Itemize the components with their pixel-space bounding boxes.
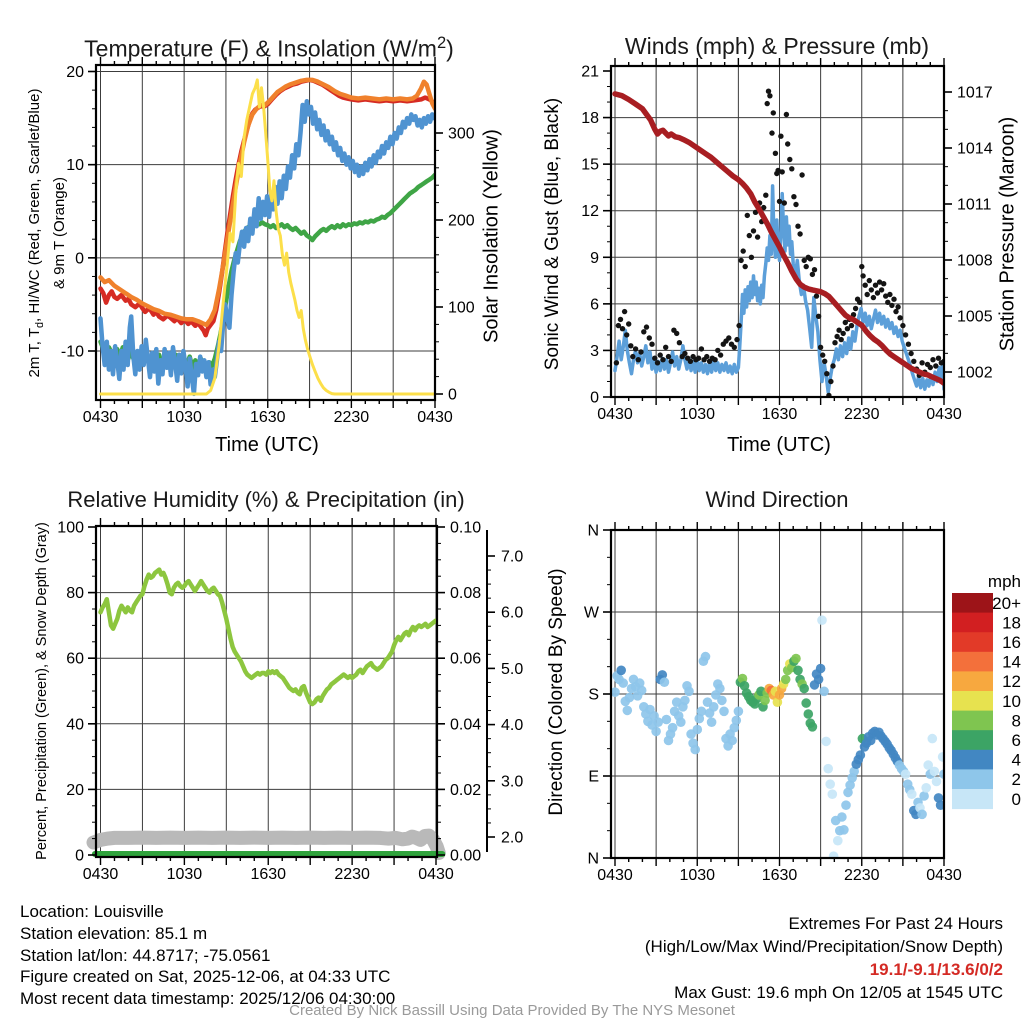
svg-text:0.00: 0.00	[450, 847, 482, 865]
svg-text:mph: mph	[987, 572, 1021, 591]
svg-text:W: W	[583, 604, 599, 622]
svg-text:4.0: 4.0	[501, 717, 524, 735]
max-gust: Max Gust: 19.6 mph On 12/05 at 1545 UTC	[674, 983, 1003, 1002]
svg-text:10: 10	[1002, 691, 1021, 711]
panel-title-temperature: Temperature (F) & Insolation $(W/m^2)$	[84, 33, 454, 62]
svg-text:0430: 0430	[926, 867, 962, 884]
svg-text:0430: 0430	[82, 866, 119, 883]
svg-text:20: 20	[66, 64, 84, 81]
yaxis-label-humidity-left: Percent, Precipitation (Green), & Snow Depth (Gray)	[34, 522, 50, 860]
panel-title-winddir: Wind Direction	[705, 487, 849, 512]
credit-line: Created By Nick Bassill Using Data Provided By The NYS Mesonet	[289, 1002, 735, 1019]
svg-text:1005: 1005	[957, 308, 993, 326]
series-snow-depth	[94, 836, 439, 853]
svg-text:E: E	[588, 768, 599, 786]
svg-text:20+: 20+	[992, 593, 1021, 613]
svg-text:100: 100	[448, 299, 475, 317]
svg-text:0430: 0430	[82, 409, 119, 426]
svg-text:40: 40	[66, 716, 84, 734]
svg-text:8: 8	[1011, 711, 1021, 731]
svg-text:1008: 1008	[957, 252, 993, 270]
data-timestamp: Most recent data timestamp: 2025/12/06 04:30:00	[20, 989, 396, 1009]
svg-text:0.06: 0.06	[450, 650, 482, 668]
svg-text:0430: 0430	[418, 866, 454, 883]
svg-text:100: 100	[57, 519, 84, 537]
svg-text:6.0: 6.0	[501, 604, 524, 622]
yaxis-label-temperature-left: 2m T, $T_d$, HI/WC (Red, Green, Scarlet/Blue) & 9m T (Orange)	[26, 88, 68, 378]
svg-text:0: 0	[75, 250, 84, 268]
speed-colorbar	[952, 572, 1021, 809]
svg-text:1630: 1630	[249, 409, 286, 426]
station-location: Location: Louisville	[20, 902, 164, 921]
svg-text:0: 0	[75, 847, 84, 865]
svg-text:0430: 0430	[597, 867, 633, 884]
svg-text:12: 12	[581, 203, 599, 221]
svg-text:9: 9	[590, 249, 599, 267]
figure-created: Figure created on Sat, 2025-12-06, at 04:33 UTC	[20, 967, 391, 987]
svg-text:0430: 0430	[417, 409, 453, 426]
svg-text:1630: 1630	[761, 406, 798, 423]
station-info	[20, 901, 395, 1010]
svg-text:20: 20	[66, 781, 84, 799]
svg-text:12: 12	[1002, 672, 1021, 692]
svg-text:3.0: 3.0	[501, 773, 524, 791]
svg-text:14: 14	[1002, 652, 1021, 672]
svg-text:18: 18	[581, 110, 599, 128]
svg-text:10: 10	[66, 157, 84, 175]
svg-text:0430: 0430	[926, 406, 962, 423]
panel-humidity	[57, 518, 523, 883]
panel-winddir	[584, 522, 962, 884]
svg-text:0: 0	[1011, 789, 1021, 809]
svg-text:1017: 1017	[957, 84, 993, 102]
svg-text:16: 16	[1002, 633, 1021, 652]
panel-title-winds: Winds (mph) & Pressure (mb)	[624, 33, 930, 59]
svg-text:2.0: 2.0	[501, 829, 524, 847]
extremes-values: 19.1/-9.1/13.6/0/2	[869, 960, 1003, 979]
svg-text:2230: 2230	[333, 409, 370, 426]
panel-title-humidity: Relative Humidity (%) & Precipitation (in)	[67, 487, 465, 512]
svg-text:5.0: 5.0	[501, 660, 524, 678]
panel-winds	[581, 58, 992, 423]
yaxis-label-direction-left: Direction (Colored By Speed)	[546, 568, 567, 816]
station-latlon: Station lat/lon: 44.8717; -75.0561	[20, 945, 271, 965]
yaxis-label-pressure-right: Station Pressure (Maroon)	[996, 116, 1019, 352]
extremes-subtitle: (High/Low/Max Wind/Precipitation/Snow Depth)	[644, 937, 1003, 956]
svg-text:1630: 1630	[761, 867, 798, 884]
svg-text:7.0: 7.0	[501, 548, 524, 566]
svg-text:300: 300	[448, 125, 475, 143]
svg-text:1630: 1630	[250, 866, 287, 883]
svg-text:1030: 1030	[166, 866, 203, 883]
svg-text:60: 60	[66, 650, 84, 668]
xaxis-label-winds: Time (UTC)	[727, 434, 831, 456]
svg-text:15: 15	[581, 156, 599, 174]
svg-text:1011: 1011	[957, 196, 992, 214]
svg-text:0.10: 0.10	[450, 519, 482, 537]
svg-text:N: N	[587, 850, 599, 868]
extremes-info	[645, 912, 1003, 1004]
svg-text:-10: -10	[60, 343, 84, 361]
svg-text:0.04: 0.04	[450, 716, 482, 734]
svg-text:2230: 2230	[843, 867, 880, 884]
panel-temperature	[61, 57, 475, 426]
superscript: 2	[436, 33, 447, 52]
svg-text:3: 3	[590, 342, 599, 360]
svg-text:2230: 2230	[843, 406, 880, 423]
svg-text:2230: 2230	[334, 866, 370, 883]
svg-text:1030: 1030	[679, 867, 716, 884]
station-elevation: Station elevation: 85.1 m	[20, 923, 208, 943]
svg-text:80: 80	[66, 585, 84, 603]
subscript: d	[34, 321, 46, 328]
yaxis-label-insolation-right: Solar Insolation (Yellow)	[480, 129, 503, 343]
svg-text:1030: 1030	[679, 406, 716, 423]
svg-text:6: 6	[1011, 731, 1021, 750]
svg-text:0: 0	[448, 386, 457, 404]
svg-text:1002: 1002	[957, 364, 993, 382]
svg-text:18: 18	[1002, 613, 1021, 633]
svg-text:21: 21	[581, 63, 599, 81]
svg-text:0430: 0430	[597, 406, 633, 423]
svg-text:N: N	[587, 522, 599, 540]
svg-text:6: 6	[590, 296, 599, 314]
svg-text:0.08: 0.08	[450, 585, 482, 603]
svg-text:200: 200	[448, 212, 475, 230]
svg-text:4: 4	[1011, 750, 1021, 770]
xaxis-label-temperature: Time (UTC)	[215, 434, 319, 456]
extremes-title: Extremes For Past 24 Hours	[788, 914, 1003, 933]
svg-text:0.02: 0.02	[450, 781, 482, 799]
svg-text:2: 2	[1011, 770, 1021, 790]
svg-text:1030: 1030	[166, 409, 202, 426]
svg-text:0: 0	[590, 389, 599, 407]
yaxis-label-wind-left: Sonic Wind & Gust (Blue, Black)	[542, 97, 563, 371]
svg-text:S: S	[588, 686, 599, 704]
svg-text:1014: 1014	[957, 140, 993, 158]
